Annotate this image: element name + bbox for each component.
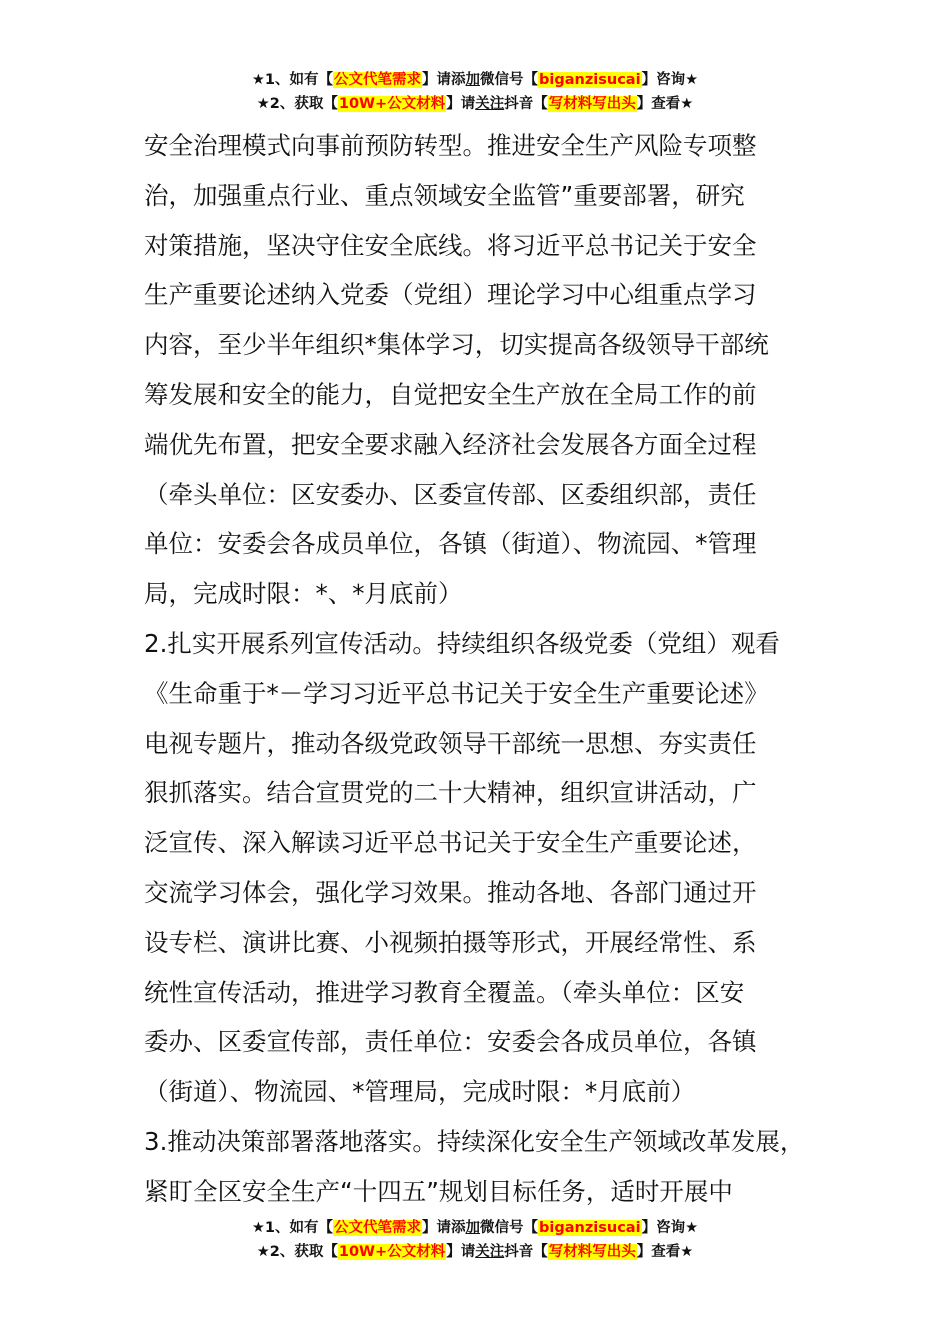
banner-text: 微信号【 [480, 72, 539, 88]
banner-text: 】查看★ [636, 96, 694, 112]
body-line: 单位：安委会各成员单位，各镇（街道）、物流园、*管理 [144, 529, 757, 559]
banner-highlight: 写材料写出头 [548, 1244, 636, 1260]
body-line: 《生命重于*－学习习近平总书记关于安全生产重要论述》 [144, 678, 769, 708]
banner-underlined-text: 关注 [475, 96, 505, 112]
banner-highlight: 公文代笔需求 [334, 1220, 422, 1236]
banner-highlight: 10W+公文材料 [338, 96, 446, 112]
body-line: 治，加强重点行业、重点领域安全监管”重要部署，研究 [144, 180, 745, 210]
body-line: 筹发展和安全的能力，自觉把安全生产放在全局工作的前 [144, 379, 757, 409]
body-line: 3.推动决策部署落地落实。持续深化安全生产领域改革发展， [144, 1126, 805, 1156]
body-line: 内容，至少半年组织*集体学习，切实提高各级领导干部统 [144, 330, 769, 360]
banner-text: 】请添 [422, 72, 466, 88]
body-line: 泛宣传、深入解读习近平总书记关于安全生产重要论述， [144, 828, 757, 858]
body-line: 端优先布置，把安全要求融入经济社会发展各方面全过程 [144, 429, 757, 459]
body-line: （街道）、物流园、*管理局，完成时限：*月底前） [144, 1077, 696, 1107]
document-body [144, 121, 834, 1217]
banner-highlight: 10W+公文材料 [338, 1244, 446, 1260]
banner-highlight: 公文代笔需求 [334, 72, 422, 88]
header-banner [0, 68, 950, 116]
body-line: 局，完成时限：*、*月底前） [144, 579, 463, 609]
banner-line-1 [0, 68, 950, 92]
body-line: 设专栏、演讲比赛、小视频拍摄等形式，开展经常性、系 [144, 927, 757, 957]
banner-text: 】请 [446, 96, 476, 112]
banner-underlined-text: 加 [465, 1220, 481, 1236]
banner-highlight: biganzisucai [539, 1220, 641, 1236]
banner-text: 】咨询★ [641, 1220, 699, 1236]
banner-text: 】咨询★ [641, 72, 699, 88]
banner-line-2 [0, 1240, 950, 1264]
banner-text: 抖音【 [504, 96, 548, 112]
body-line: 生产重要论述纳入党委（党组）理论学习中心组重点学习 [144, 280, 757, 310]
banner-text: 】请添 [422, 1220, 466, 1236]
body-line: 2.扎实开展系列宣传活动。持续组织各级党委（党组）观看 [144, 628, 780, 658]
footer-banner [0, 1216, 950, 1264]
banner-underlined-text: 关注 [475, 1244, 505, 1260]
banner-line-2 [0, 92, 950, 116]
banner-text: 微信号【 [480, 1220, 539, 1236]
banner-text: ★2、获取【 [256, 96, 338, 112]
body-line: 统性宣传活动，推进学习教育全覆盖。（牵头单位：区安 [144, 977, 745, 1007]
banner-highlight: 写材料写出头 [548, 96, 636, 112]
banner-text: 抖音【 [504, 1244, 548, 1260]
banner-text: ★2、获取【 [256, 1244, 338, 1260]
body-line: 狠抓落实。结合宣贯党的二十大精神，组织宣讲活动，广 [144, 778, 757, 808]
banner-line-1 [0, 1216, 950, 1240]
body-line: 电视专题片，推动各级党政领导干部统一思想、夯实责任 [144, 728, 757, 758]
body-line: 对策措施，坚决守住安全底线。将习近平总书记关于安全 [144, 230, 757, 260]
banner-text: ★1、如有【 [251, 72, 334, 88]
banner-highlight: biganzisucai [539, 72, 641, 88]
body-line: 安全治理模式向事前预防转型。推进安全生产风险专项整 [144, 131, 757, 160]
banner-text: ★1、如有【 [251, 1220, 334, 1236]
body-line: 紧盯全区安全生产“十四五”规划目标任务，适时开展中 [144, 1176, 733, 1206]
body-line: 交流学习体会，强化学习效果。推动各地、各部门通过开 [144, 877, 757, 907]
banner-text: 】查看★ [636, 1244, 694, 1260]
body-line: （牵头单位：区安委办、区委宣传部、区委组织部，责任 [144, 479, 757, 509]
banner-text: 】请 [446, 1244, 476, 1260]
banner-underlined-text: 加 [465, 72, 481, 88]
body-line: 委办、区委宣传部，责任单位：安委会各成员单位，各镇 [144, 1027, 757, 1057]
